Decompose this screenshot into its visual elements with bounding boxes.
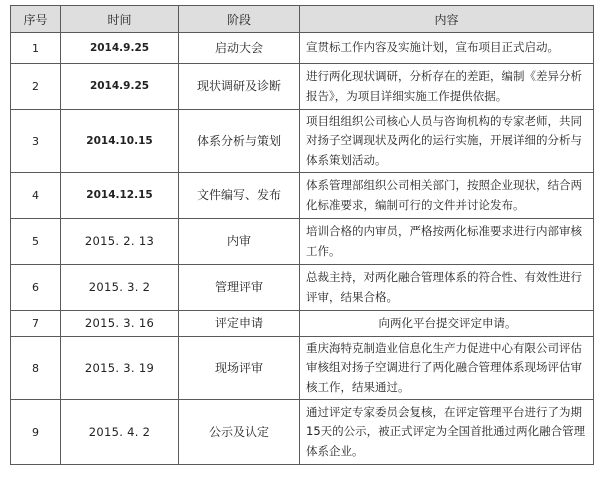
- row-stage: 现场评审: [179, 337, 300, 400]
- process-table: [10, 5, 594, 465]
- row-stage: 内审: [179, 219, 300, 265]
- row-date: 2014.12.15: [61, 173, 179, 219]
- row-date: 2015. 3. 19: [61, 337, 179, 400]
- header-stage: 阶段: [179, 6, 300, 33]
- table-header-row: [11, 6, 594, 33]
- header-content: 内容: [300, 6, 594, 33]
- row-date: 2015. 2. 13: [61, 219, 179, 265]
- row-content: 重庆海特克制造业信息化生产力促进中心有限公司评估审核组对扬子空调进行了两化融合管理体系现场评估审核工作，结果通过。: [300, 337, 594, 400]
- row-no: 3: [11, 110, 61, 173]
- table-row: [11, 400, 594, 465]
- table-row: [11, 311, 594, 337]
- row-stage: 公示及认定: [179, 400, 300, 465]
- row-content: 体系管理部组织公司相关部门，按照企业现状，结合两化标准要求，编制可行的文件并讨论发布。: [300, 173, 594, 219]
- table-row: [11, 219, 594, 265]
- row-stage: 评定申请: [179, 311, 300, 337]
- table-row: [11, 337, 594, 400]
- row-content: 总裁主持，对两化融合管理体系的符合性、有效性进行评审，结果合格。: [300, 265, 594, 311]
- row-content: 通过评定专家委员会复核，在评定管理平台进行了为期15天的公示，被正式评定为全国首批通过两化融合管理体系企业。: [300, 400, 594, 465]
- row-no: 5: [11, 219, 61, 265]
- table-row: [11, 110, 594, 173]
- row-stage: 管理评审: [179, 265, 300, 311]
- row-content: 向两化平台提交评定申请。: [300, 311, 594, 337]
- row-date: 2014.9.25: [61, 33, 179, 64]
- row-date: 2014.10.15: [61, 110, 179, 173]
- row-no: 2: [11, 64, 61, 110]
- row-stage: 启动大会: [179, 33, 300, 64]
- row-content: 项目组组织公司核心人员与咨询机构的专家老师，共同对扬子空调现状及两化的运行实施，开展详细的分析与体系策划活动。: [300, 110, 594, 173]
- row-content: 培训合格的内审员，严格按两化标准要求进行内部审核工作。: [300, 219, 594, 265]
- row-date: 2014.9.25: [61, 64, 179, 110]
- row-no: 9: [11, 400, 61, 465]
- header-time: 时间: [61, 6, 179, 33]
- row-no: 7: [11, 311, 61, 337]
- row-no: 1: [11, 33, 61, 64]
- row-no: 6: [11, 265, 61, 311]
- row-stage: 体系分析与策划: [179, 110, 300, 173]
- row-content: 宣贯标工作内容及实施计划，宣布项目正式启动。: [300, 33, 594, 64]
- row-no: 8: [11, 337, 61, 400]
- table-row: [11, 33, 594, 64]
- row-stage: 现状调研及诊断: [179, 64, 300, 110]
- row-date: 2015. 3. 16: [61, 311, 179, 337]
- row-date: 2015. 3. 2: [61, 265, 179, 311]
- table-row: [11, 64, 594, 110]
- process-table-container: [10, 5, 593, 465]
- row-content: 进行两化现状调研，分析存在的差距，编制《差异分析报告》，为项目详细实施工作提供依据。: [300, 64, 594, 110]
- table-row: [11, 265, 594, 311]
- header-no: 序号: [11, 6, 61, 33]
- table-row: [11, 173, 594, 219]
- row-no: 4: [11, 173, 61, 219]
- row-date: 2015. 4. 2: [61, 400, 179, 465]
- row-stage: 文件编写、发布: [179, 173, 300, 219]
